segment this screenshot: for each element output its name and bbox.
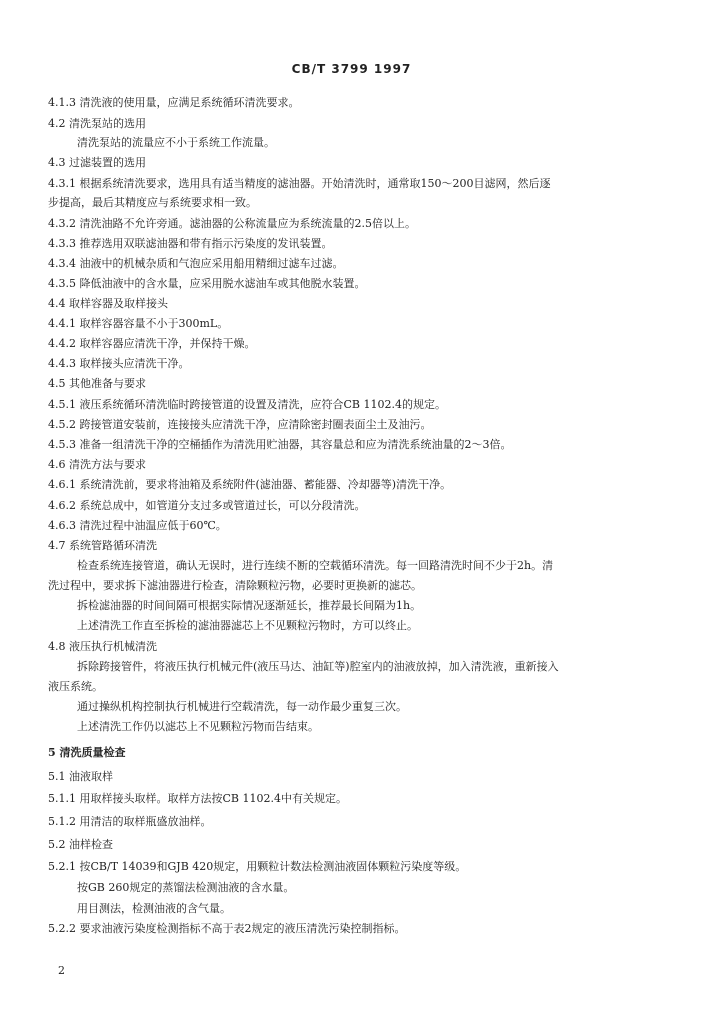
text-line: 拆除跨接管件，将液压执行机械元件(液压马达、油缸等)腔室内的油液放掉，加入清洗液，重新接入 — [77, 660, 559, 673]
text-line: 5.1.1 用取样接头取样。取样方法按CB 1102.4中有关规定。 — [48, 792, 347, 805]
page-number: 2 — [58, 964, 65, 977]
text-line: 4.5.3 准备一组清洗干净的空桶插作为清洗用贮油器，其容量总和应为清洗系统油量的2～3倍。 — [48, 438, 512, 451]
text-line: 4.1.3 清洗液的使用量，应满足系统循环清洗要求。 — [48, 96, 300, 109]
text-line: 4.6.2 系统总成中，如管道分支过多或管道过长，可以分段清洗。 — [48, 499, 366, 512]
text-line: 按GB 260规定的蒸馏法检测油液的含水量。 — [77, 881, 295, 894]
text-line: 4.6.3 清洗过程中油温应低于60℃。 — [48, 519, 227, 532]
text-line: 液压系统。 — [48, 680, 103, 693]
page-header: CB/T 3799 1997 — [291, 62, 412, 76]
text-line: 拆检滤油器的时间间隔可根据实际情况逐渐延长，推荐最长间隔为1h。 — [77, 599, 422, 612]
text-line: 5.1.2 用清洁的取样瓶盛放油样。 — [48, 815, 212, 828]
text-line: 步提高，最后其精度应与系统要求相一致。 — [48, 196, 257, 209]
text-line: 4.5.1 液压系统循环清洗临时跨接管道的设置及清洗，应符合CB 1102.4的规定。 — [48, 398, 446, 411]
text-line: 4.4 取样容器及取样接头 — [48, 297, 168, 310]
text-line: 检查系统连接管道，确认无误时，进行连续不断的空载循环清洗。每一回路清洗时间不少于2h。清 — [77, 559, 554, 572]
text-line: 4.4.3 取样接头应清洗干净。 — [48, 357, 190, 370]
text-line: 4.3.5 降低油液中的含水量，应采用脱水滤油车或其他脱水装置。 — [48, 277, 366, 290]
text-line: 4.6 清洗方法与要求 — [48, 458, 146, 471]
text-line: 4.3.1 根据系统清洗要求，选用具有适当精度的滤油器。开始清洗时，通常取150～200目滤网，然后逐 — [48, 177, 551, 190]
section-heading: 5 清洗质量检查 — [48, 746, 126, 759]
text-line: 4.8 液压执行机械清洗 — [48, 640, 157, 653]
text-line: 4.3.4 油液中的机械杂质和气泡应采用船用精细过滤车过滤。 — [48, 257, 344, 270]
text-line: 5.2 油样检查 — [48, 838, 113, 851]
text-line: 4.3 过滤装置的选用 — [48, 156, 146, 169]
text-line: 上述清洗工作直至拆检的滤油器滤芯上不见颗粒污物时，方可以终止。 — [77, 619, 418, 632]
text-line: 4.4.2 取样容器应清洗干净，并保持干燥。 — [48, 337, 256, 350]
text-line: 4.6.1 系统清洗前，要求将油箱及系统附件(滤油器、蓄能器、冷却器等)清洗干净。 — [48, 478, 452, 491]
text-line: 用目测法，检测油液的含气量。 — [77, 902, 231, 915]
text-line: 洗过程中，要求拆下滤油器进行检查，清除颗粒污物，必要时更换新的滤芯。 — [48, 579, 422, 592]
text-line: 5.2.2 要求油液污染度检测指标不高于表2规定的液压清洗污染控制指标。 — [48, 922, 406, 935]
text-line: 5.1 油液取样 — [48, 770, 113, 783]
text-line: 清洗泵站的流量应不小于系统工作流量。 — [77, 136, 275, 149]
text-line: 通过操纵机构控制执行机械进行空载清洗，每一动作最少重复三次。 — [77, 700, 407, 713]
text-line: 4.5.2 跨接管道安装前，连接接头应清洗干净，应清除密封圈表面尘土及油污。 — [48, 418, 432, 431]
text-line: 4.3.3 推荐选用双联滤油器和带有指示污染度的发讯装置。 — [48, 237, 333, 250]
text-line: 4.4.1 取样容器容量不小于300mL。 — [48, 317, 229, 330]
text-line: 4.2 清洗泵站的选用 — [48, 117, 146, 130]
text-line: 4.3.2 清洗油路不允许旁通。滤油器的公称流量应为系统流量的2.5倍以上。 — [48, 217, 416, 230]
text-line: 4.5 其他准备与要求 — [48, 377, 146, 390]
text-line: 上述清洗工作仍以滤芯上不见颗粒污物而告结束。 — [77, 720, 319, 733]
text-line: 5.2.1 按CB/T 14039和GJB 420规定，用颗粒计数法检测油液固体颗粒污染度等级。 — [48, 860, 467, 873]
text-line: 4.7 系统管路循环清洗 — [48, 539, 157, 552]
